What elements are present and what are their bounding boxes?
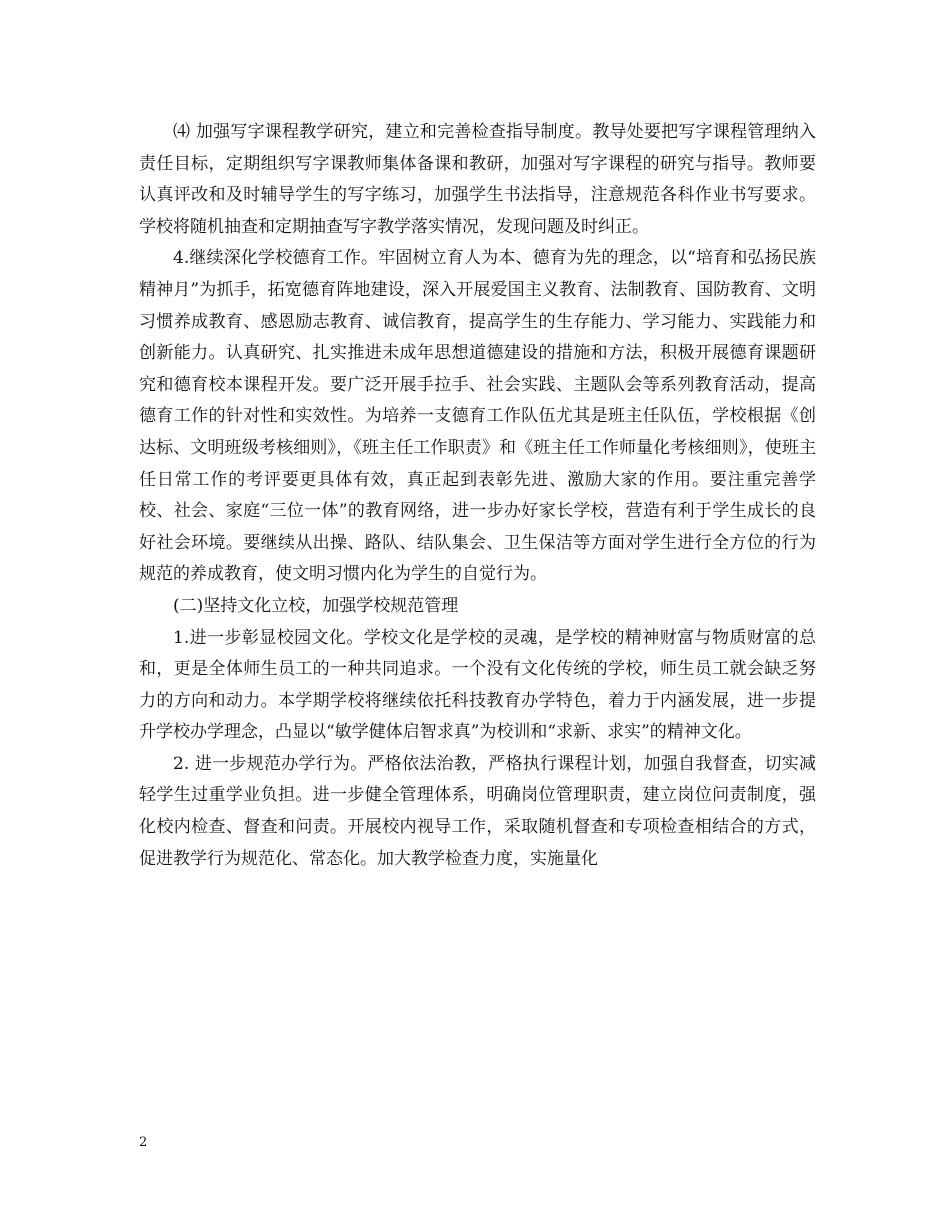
page-number: 2 — [139, 1135, 148, 1150]
document-body — [139, 117, 816, 875]
paragraph-school-conduct: 2. 进一步规范办学行为。严格依法治教，严格执行课程计划，加强自我督查，切实减轻学生过重学业负担。进一步健全管理体系，明确岗位管理职责，建立岗位问责制度，强化校内检查、督查和问责。开展校内视导工作，采取随机督查和专项检查相结合的方式，促进教学行为规范化、常态化。加大教学检查力度，实施量化 — [139, 753, 816, 869]
section-heading-culture: (二)坚持文化立校，加强学校规范管理 — [173, 595, 459, 616]
paragraph-writing-course: ⑷ 加强写字课程教学研究，建立和完善检查指导制度。教导处要把写字课程管理纳入责任目标，定期组织写字课教师集体备课和教研，加强对写字课程的研究与指导。教师要认真评改和及时辅导学生的写字练习，加强学生书法指导，注意规范各科作业书写要求。学校将随机抽查和定期抽查写字教学落实情况，发现问题及时纠正。 — [139, 122, 816, 237]
paragraph-campus-culture: 1.进一步彰显校园文化。学校文化是学校的灵魂，是学校的精神财富与物质财富的总和，更是全体师生员工的一种共同追求。一个没有文化传统的学校，师生员工就会缺乏努力的方向和动力。本学期学校将继续依托科技教育办学特色，着力于内涵发展，进一步提升学校办学理念，凸显以“敏学健体启智求真”为校训和“求新、求实”的精神文化。 — [139, 627, 816, 743]
paragraph-moral-education: 4.继续深化学校德育工作。牢固树立育人为本、德育为先的理念，以“培育和弘扬民族精神月”为抓手，拓宽德育阵地建设，深入开展爱国主义教育、法制教育、国防教育、文明习惯养成教育、感恩励志教育、诚信教育，提高学生的生存能力、学习能力、实践能力和创新能力。认真研究、扎实推进未成年思想道德建设的措施和方法，积极开展德育课题研究和德育校本课程开发。要广泛开展手拉手、社会实践、主题队会等系列教育活动，提高德育工作的针对性和实效性。为培养一支德育工作队伍尤其是班主任队伍，学校根据《创达标、文明班级考核细则》，《班主任工作职责》和《班主任工作师量化考核细则》，使班主任日常工作的考评要更具体有效，真正起到表彰先进、激励大家的作用。要注重完善学校、社会、家庭“三位一体”的教育网络，进一步办好家长学校，营造有利于学生成长的良好社会环境。要继续从出操、路队、结队集会、卫生保洁等方面对学生进行全方位的行为规范的养成教育，使文明习惯内化为学生的自觉行为。 — [139, 248, 816, 585]
